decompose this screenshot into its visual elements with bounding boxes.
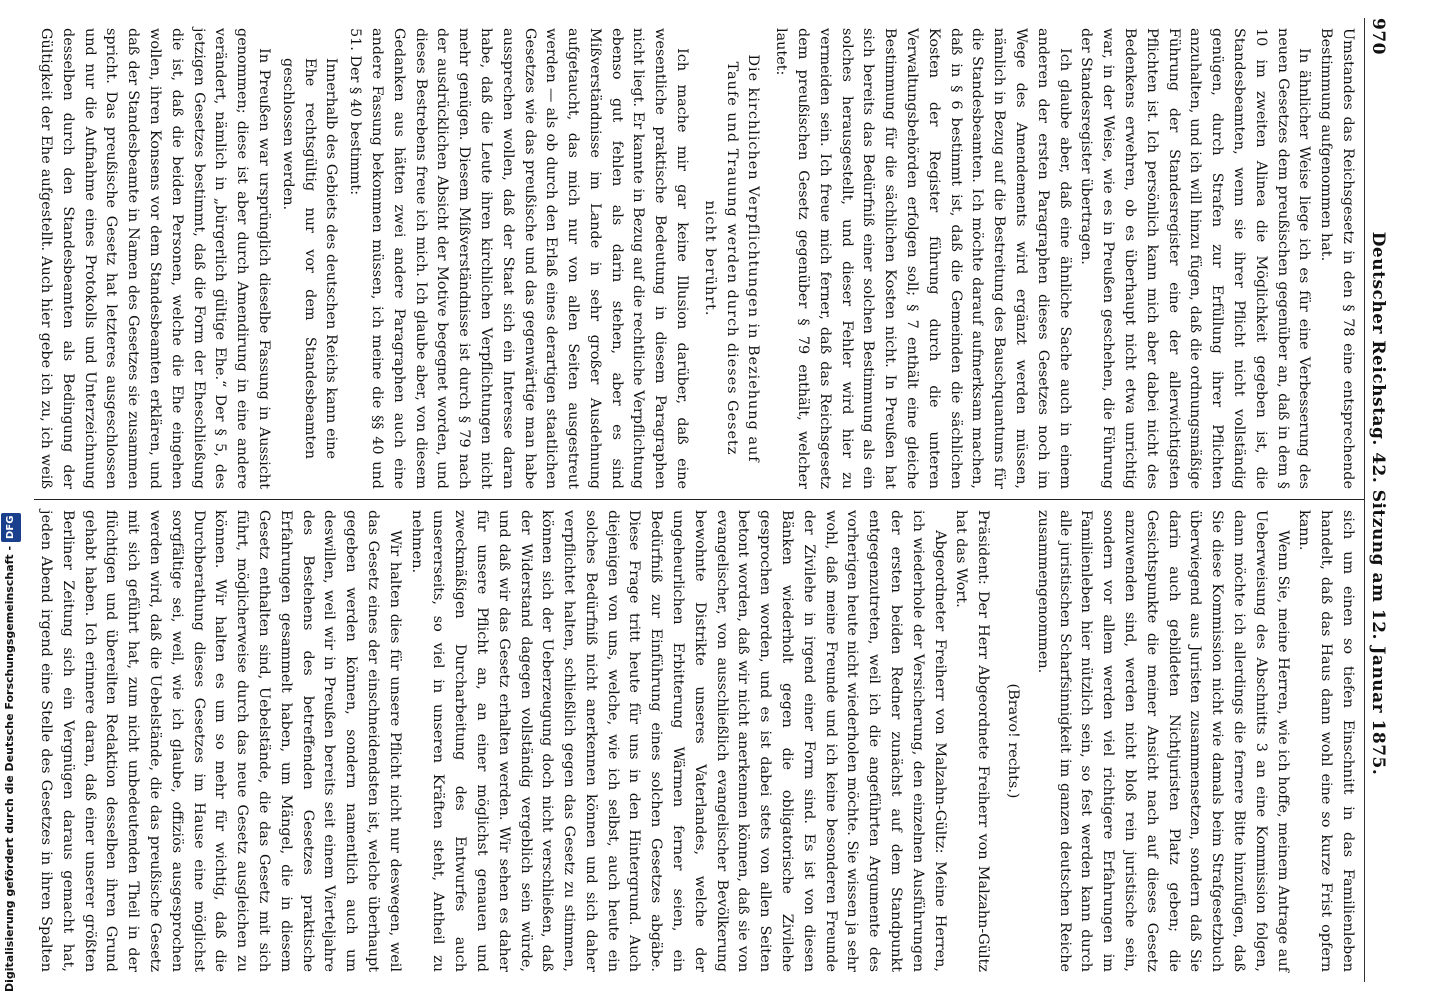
dfg-logo: DFG xyxy=(1,513,21,542)
right-column xyxy=(34,500,1364,982)
running-title: Deutscher Reichstag. 42. Sitzung am 12. Januar 1875. xyxy=(1368,231,1388,776)
body-paragraph: Abgeordneter Freiherr von Malzahn-Gültz: Meine Herren, ich wiederhole der Versicherung, den einzelnen Ausführungen der ersten beiden Redner zunächst auf dem Standpunkt entgegenzutreten, weil ich die angeführten Argumente des vorherigen heute nicht wiederholen möchte. Sie wissen ja sehr wohl, daß meine Freunde und ich keine besonderen Freunde der Zivilehe in irgend einer Form sind. Es ist von diesen Bänken wiederholt gegen die obligatorische Zivilehe gesprochen worden, und es ist dabei stets von allen Seiten betont worden, daß wir nicht anerkennen können, daß sie von evangelischer, von ausschließlich evangelischer Bevölkerung bewohnte Distrikte unseres Vaterlandes, welche der ungeheurlichen Erbitterung Wärmen ferner seien, ein Bedürfniß zur Einführung eines solchen Gesetzes abgäbe. Diese Frage tritt heute für uns in den Hintergrund. Auch diejenigen von uns, welche, wie ich selbst, auch heute ein solches Bedürfniß nicht anerkennen können und sich daher verpflichtet halten, schließlich gegen das Gesetz zu stimmen, können sich der Ueberzeugung doch nicht verschließen, daß der Widerstand dagegen vollständig vergeblich sein würde, und daß wir das Gesetz erhalten werden. Wir sehen es daher für unsere Pflicht an, an einer möglichst genauen und zweckmäßigen Durcharbeitung des Entwurfes auch unsererseits, so viel in unseren Kräften steht, Antheil zu nehmen. xyxy=(408,510,948,972)
body-paragraph: Umstandes das Reichsgesetz in den § 78 eine entsprechende Bestimmung aufgenommen hat. xyxy=(1318,28,1356,489)
page-number: 970 xyxy=(1368,18,1388,55)
body-paragraph: In Preußen war ursprünglich dieselbe Fassung in Aussicht genommen; diese ist aber durch Amendirung in eine andere verändert, nämlich in „bürgerlich gültige Ehe.“ Der § 5, des jetzigen Gesetzes bestimmt, daß die Form der Eheschließung die ist, daß die beiden Personen, welche die Ehe eingehen wollen, ihren Konsens vor dem Standesbeamten erklären, und daß der Standesbeamte in Namen des Gesetzes sie zusammen spricht. Das preußische Gesetz hat letzteres ausgeschlossen und nur die Aufnahme eines Protokolls und Unterzeichnung desselben durch den Standesbeamten als Bedingung der Gültigkeit der Ehe aufgestellt. Auch hier gebe ich zu, ich weiß xyxy=(37,28,272,489)
digitization-credit xyxy=(0,0,20,992)
body-paragraph: Präsident: Der Herr Abgeordnete Freiherr von Malzahn-Gültz hat das Wort. xyxy=(953,510,992,972)
text-columns xyxy=(34,18,1364,982)
quoted-paragraph: Innerhalb des Gebiets des deutschen Reichs kann eine Ehe rechtsgültig nur vor dem Standesbeamten geschlossen werden. xyxy=(279,58,340,459)
quoted-paragraph: Die kirchlichen Verpflichtungen in Beziehung auf Taufe und Trauung werden durch dieses Gesetz nicht berührt. xyxy=(701,54,762,463)
digitization-credit-strip xyxy=(0,0,32,1000)
left-column xyxy=(34,18,1364,500)
page-header xyxy=(1364,18,1391,982)
body-paragraph: Wenn Sie, meine Herren, wie ich hoffe, meinem Antrage auf Ueberweisung des Abschnitts 3 an eine Kommission folgen, dann möchte ich allerdings die fernere Bitte hinzufügen, daß Sie diese Kommission nicht wie damals beim Strafgesetzbuch überwiegend aus Juristen zusammensetzen, sondern daß Sie darin auch gebildeten Nichtjuristen Platz geben; die Gesichtspunkte die meiner Ansicht nach auf dieses Gesetz anzuwenden sind, werden nicht bloß rein juristische sein, sondern vor allem werden viel richtigere Erfahrungen im Familienleben hier nützlich sein, so fest werden kann durch alle juristischen Scharfsinnigkeit im ganzen deutschen Reiche zusammengenommen. xyxy=(1034,510,1291,972)
body-paragraph: sich um einen so tiefen Einschnitt in das Familienleben handelt, daß das Haus dann wohl eine so kurze Frist opfern kann. xyxy=(1296,510,1356,972)
body-paragraph: Wir halten dies für unsere Pflicht nicht nur deswegen, weil das Gesetz eines der einschneidendsten ist, welche überhaupt gegeben werden können, sondern namentlich auch um deswillen, weil wir in Preußen bereits seit einem Vierteljahre des Bestehens des betreffenden Gesetzes praktische Erfahrungen gesammelt haben, um Mängel, die in diesem Gesetz enthalten sind, Uebelstände, die das Gesetz mit sich führt, möglicherweise durch das neue Gesetz ausgleichen zu können. Wir halten es um so mehr für wichtig, daß die Durchberathung dieses Gesetzes im Hause eine möglichst sorgfältige sei, weil, wie ich glaube, offiziös ausgesprochen werden wird, daß die Uebelstände, die das preußische Gesetz mit sich geführt hat, zum nicht unbedeutenden Theil in der flüchtigen und übereilten Redaktion desselben ihren Grund gehabt haben. Ich erinnere daran, daß einer unserer größten Berliner Zeitung sich ein Vergnügen daraus gemacht hat, jeden Abend irgend eine Stelle des Gesetzes in ihren Spalten xyxy=(37,510,403,972)
body-paragraph: In ähnlicher Weise liege ich es für eine Verbesserung des neuen Gesetzes dem preußischen gegenüber an, daß in dem § 10 im zweiten Alinea die Möglichkeit gegeben ist, die Standesbeamten, wenn sie ihrer Pflicht nicht vollständig genügen, durch Strafen zur Erfüllung ihrer Pflichten anzuhalten, und ich will hinzu fügen, daß die ordnungsmäßige Führung der Standesregister eine der allerwichtigsten Pflichten ist. Ich persönlich kann mich aber dabei nicht des Bedenkens erwehren, ob es überhaupt nicht etwa unrichtig war, in der Weise, wie es in Preußen geschehen, die Führung der Standesregister übertragen. xyxy=(1078,28,1313,489)
credit-text: Digitalisierung gefördert durch die Deutsche Forschungsgemeinschaft - xyxy=(3,545,16,992)
body-paragraph: Ich glaube aber, daß eine ähnliche Sache auch in einem anderen der ersten Paragraphen dieses Gesetzes noch im Wege des Amendements wird ergänzt werden müssen, nämlich in Bezug auf die Bestreitung des Bauschquantums für die Standesbeamten. Ich möchte darauf aufmerksam machen, daß in § 6 bestimmt ist, daß die Gemeinden die sächlichen Kosten der Register führung durch die unteren Verwaltungsbehörden erfolgen soll; § 7 enthält eine gleiche Bestimmung für die sächlichen Kosten nicht. In Preußen hat sich bereits das Bedürfniß einer solchen Bestimmung als ein solches herausgestellt, und dieser Fehler wird hier zu vermeiden sein. Ich freue mich ferner, daß das Reichsgesetz dem preußischen Gesetz gegenüber § 79 enthält, welcher lautet: xyxy=(773,28,1073,489)
body-paragraph: Ich mache mir gar keine Illusion darüber, daß eine wesentliche praktische Bedeutung in diesem Paragraphen nicht liegt. Er kannte in Bezug auf die rechtliche Verpflichtung ebenso gut fehlen als darin stehen, aber es sind Mißverständnisse im Lande in sehr großer Ausdehnung aufgetaucht, das mich nur von allen Seiten ausgestreut werden — als ob durch den Erlaß eines derartigen staatlichen Gesetzes wie das preußische und das gegenwärtige man habe aussprechen wollen, daß der Staat sich ein Interesse daran habe, daß die Leute ihren kirchlichen Verpflichtungen nicht mehr genügen. Diesem Mißverständnisse ist durch § 79 nach der ausdrücklichen Absicht der Motive begegnet worden, und dieses Bestrebens freue ich mich. Ich glaube aber, von diesem Gedanken aus hätten zwei andere Paragraphen auch eine andere Fassung bekommen müssen, ich meine die §§ 40 und 51. Der § 40 bestimmt: xyxy=(347,28,691,489)
stage-direction: (Bravo! rechts.) xyxy=(1005,683,1022,799)
